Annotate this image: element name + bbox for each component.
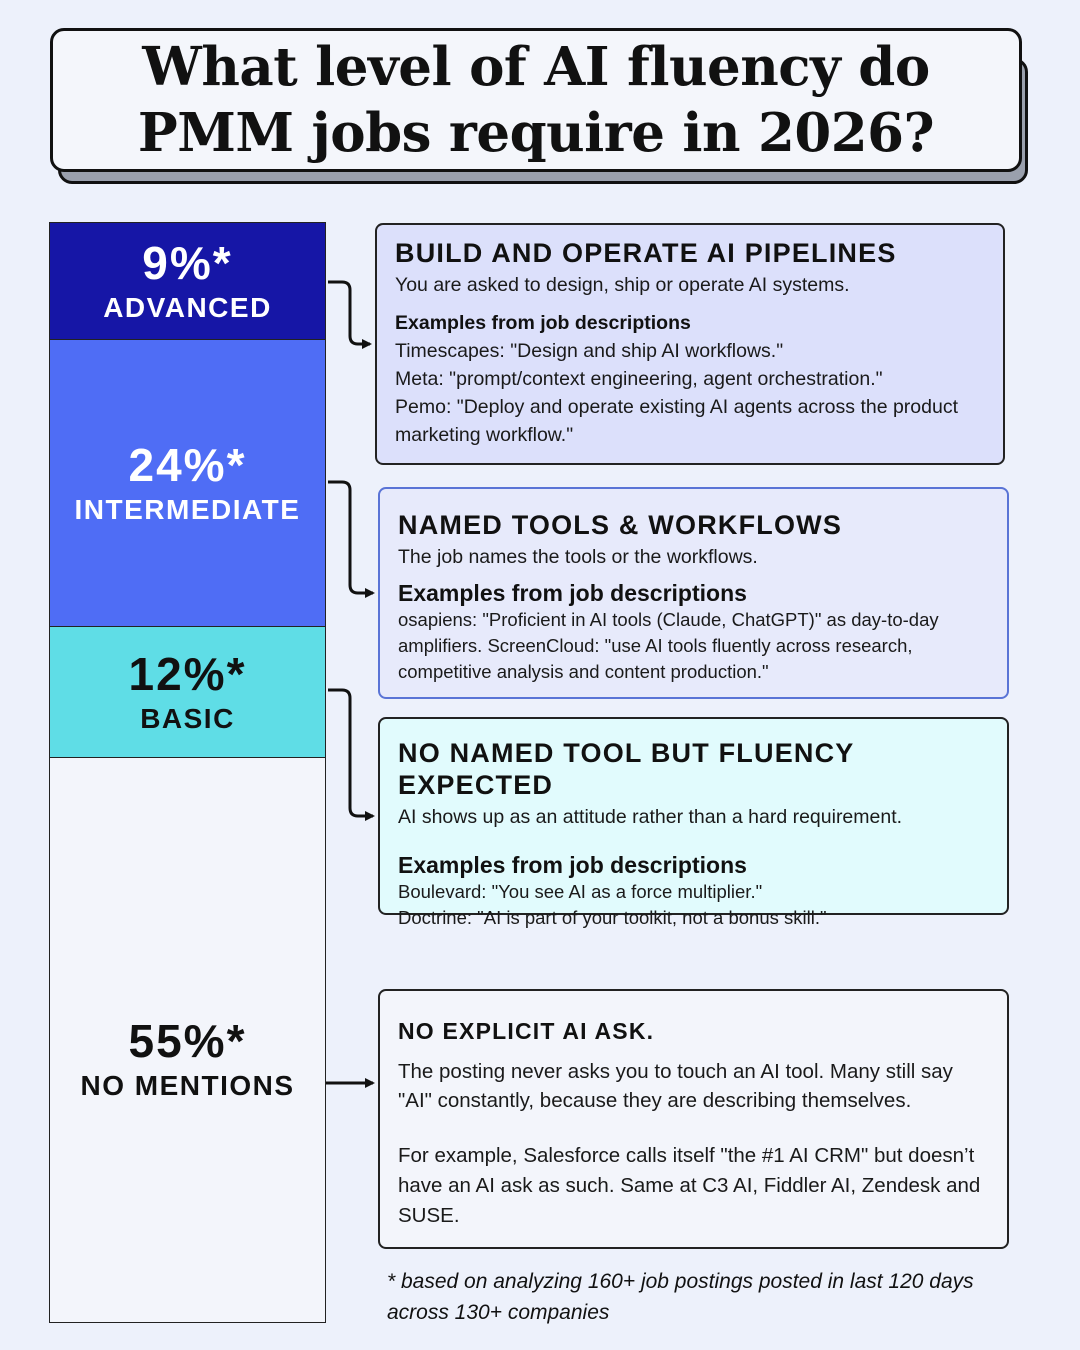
card-advanced — [375, 223, 1005, 465]
stacked-bar — [49, 222, 326, 1323]
card-title: BUILD AND OPERATE AI PIPELINES — [395, 238, 897, 268]
card-title: NAMED TOOLS & WORKFLOWS — [398, 510, 843, 540]
card-basic — [378, 717, 1009, 928]
example-item: osapiens: "Proficient in AI tools (Claude, ChatGPT)" as day-to-day amplifiers. ScreenCloud: "use AI tools fluently across research, competitive analysis and content production." — [398, 609, 939, 682]
bar-value-label: 55%* — [128, 1015, 247, 1067]
card-no-mentions — [378, 989, 1009, 1249]
bar-segment-advanced — [50, 223, 325, 340]
bar-value-label: 9%* — [142, 237, 233, 289]
bar-category-label: BASIC — [140, 703, 235, 734]
card-title: NO NAMED TOOL BUT FLUENCY EXPECTED — [398, 738, 855, 800]
bar-category-label: INTERMEDIATE — [74, 494, 301, 525]
card-description: AI shows up as an attitude rather than a hard requirement. — [398, 806, 903, 828]
bar-category-label: NO MENTIONS — [80, 1070, 295, 1101]
bar-segment-intermediate — [50, 340, 325, 627]
title-box — [50, 28, 1022, 172]
page-title: What level of AI fluency do PMM jobs require in 2026? — [137, 36, 935, 164]
footnote: * based on analyzing 160+ job postings posted in last 120 days across 130+ companies — [387, 1270, 974, 1324]
example-item: Pemo: "Deploy and operate existing AI agents across the product marketing workflow." — [395, 396, 959, 446]
card-description: You are asked to design, ship or operate AI systems. — [395, 274, 850, 296]
example-item: Doctrine: "AI is part of your toolkit, not a bonus skill." — [398, 907, 827, 928]
bar-value-label: 24%* — [128, 439, 247, 491]
bar-segment-basic — [50, 627, 325, 758]
example-item: Timescapes: "Design and ship AI workflows." — [395, 340, 784, 362]
card-example-text: For example, Salesforce calls itself "the #1 AI CRM" but doesn’t have an AI ask as such. Same at C3 AI, Fiddler AI, Zendesk and SUSE. — [398, 1144, 981, 1227]
examples-heading: Examples from job descriptions — [398, 580, 747, 606]
example-item: Boulevard: "You see AI as a force multiplier." — [398, 881, 763, 902]
examples-heading: Examples from job descriptions — [398, 852, 747, 878]
connector-arrow-advanced — [328, 282, 370, 344]
card-description: The job names the tools or the workflows. — [398, 546, 758, 568]
connector-arrow-intermediate — [328, 482, 373, 593]
example-item: Meta: "prompt/context engineering, agent orchestration." — [395, 368, 883, 390]
bar-segment-no-mentions — [50, 758, 325, 1322]
connector-arrow-basic — [328, 690, 373, 816]
card-title: NO EXPLICIT AI ASK. — [398, 1018, 655, 1044]
card-description: The posting never asks you to touch an AI tool. Many still say "AI" constantly, because they are describing themselves. — [398, 1060, 953, 1112]
examples-heading: Examples from job descriptions — [395, 312, 691, 334]
bar-value-label: 12%* — [128, 648, 247, 700]
card-intermediate — [378, 487, 1009, 699]
bar-category-label: ADVANCED — [103, 292, 272, 323]
